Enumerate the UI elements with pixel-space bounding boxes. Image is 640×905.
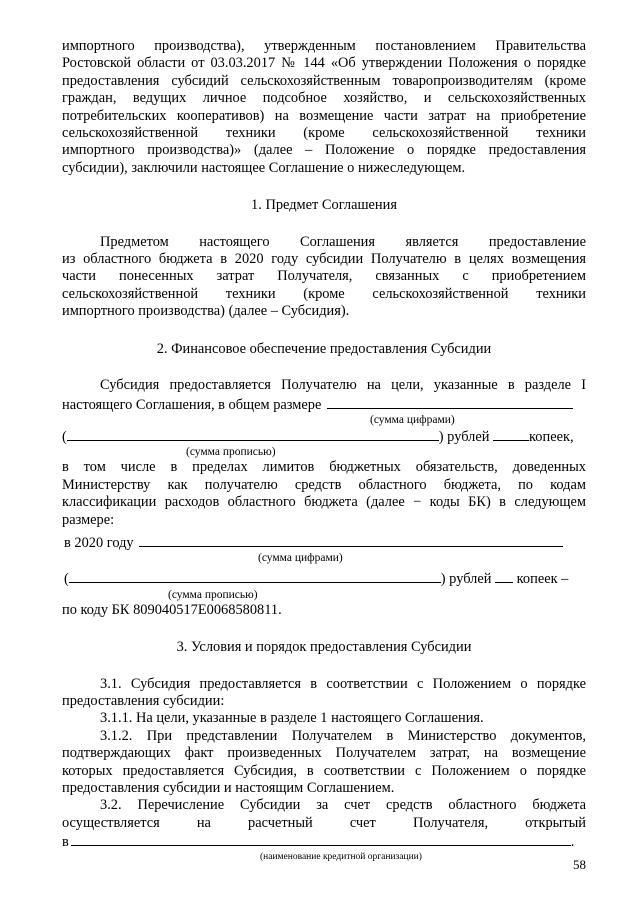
text-line: импортного производства), утвержденным постановлением Правительства — [62, 38, 586, 54]
text-fragment: ) рублей — [438, 428, 490, 445]
page-number: 58 — [573, 857, 586, 872]
text-line: Ростовской области от 03.03.2017 № 144 «Об утверждении Положения о порядке — [62, 55, 586, 72]
text-line: сельскохозяйственной техники (кроме сельскохозяйственной техники — [62, 285, 586, 302]
text-line: которых предоставляется Субсидия, в соответствии с Положением о порядке — [62, 762, 586, 779]
section-3-title: 3. Условия и порядок предоставления Субсидии — [176, 639, 472, 656]
text-line: субсидии), заключили настоящее Соглашение о нижеследующем. — [62, 159, 466, 176]
text-line: размере: — [62, 511, 115, 528]
caption-bank-name: (наименование кредитной организации) — [260, 851, 422, 862]
text-line: подтверждающих факт произведенных Получателем затрат, на возмещение — [62, 745, 586, 762]
section-1-title: 1. Предмет Соглашения — [251, 197, 397, 214]
text-line: 3.2. Перечисление Субсидии за счет средств областного бюджета — [100, 797, 586, 814]
text-line: импортного производства) (далее – Субсидия). — [62, 303, 350, 320]
text-line: 3.1.1. На цели, указанные в разделе 1 настоящего Соглашения. — [100, 710, 484, 727]
text-line: Предметом настоящего Соглашения является предоставление — [100, 233, 586, 250]
section-3-body — [62, 676, 586, 863]
sum-words-line-2 — [62, 569, 586, 588]
text-fragment: в 2020 году — [64, 534, 134, 551]
sum-words-field-1[interactable] — [67, 427, 439, 441]
caption-sum-digits-2: (сумма цифрами) — [258, 552, 343, 565]
document-page — [62, 38, 586, 863]
text-line: потребительских кооперативов) на возмещение части затрат на приобретение — [62, 107, 586, 124]
text-line: предоставления субсидии: — [62, 692, 225, 709]
year-2020-line — [62, 533, 586, 552]
text-line: в том числе в пределах лимитов бюджетных обязательств, доведенных — [62, 459, 586, 476]
text-line: предоставления субсидий сельскохозяйственным товаропроизводителям (кроме — [62, 72, 586, 89]
text-line: Субсидия предоставляется Получателю на цели, указанные в разделе I — [100, 377, 586, 394]
bank-name-line — [62, 832, 586, 851]
text-line: классификации расходов областного бюджета (далее − коды БК) в следующем — [62, 494, 586, 511]
text-line: сельскохозяйственной техники (кроме сельскохозяйственной техники — [62, 125, 586, 142]
text-fragment: . — [570, 834, 575, 851]
bk-code-line: по коду БК 809040517E0068580811. — [62, 601, 282, 618]
text-line: Министерству как получателю средств областного бюджета, по кодам — [62, 476, 586, 493]
paren-open: ( — [64, 571, 69, 588]
text-fragment: настоящего Соглашения, в общем размере — [62, 396, 322, 413]
sum-digits-field-2[interactable] — [139, 533, 563, 547]
kopecks-field-2[interactable] — [495, 569, 513, 583]
paren-open: ( — [62, 428, 67, 445]
caption-sum-digits-1: (сумма цифрами) — [370, 413, 455, 426]
caption-sum-words-2: (сумма прописью) — [168, 588, 258, 601]
intro-paragraph — [62, 38, 586, 177]
text-line: осуществляется на расчетный счет Получателя, открытый — [62, 814, 586, 831]
text-line: граждан, ведущих личное подсобное хозяйство, и сельскохозяйственных — [62, 90, 586, 107]
sum-digits-field-1[interactable] — [327, 395, 573, 409]
text-line: из областного бюджета в 2020 году субсидии Получателю в целях возмещения — [62, 251, 586, 268]
text-line: 3.1. Субсидия предоставляется в соответствии с Положением о порядке — [100, 675, 586, 692]
sum-words-field-2[interactable] — [69, 569, 441, 583]
text-fragment: копеек, — [529, 428, 574, 445]
sum-words-line-1 — [62, 427, 586, 446]
text-line: части понесенных затрат Получателя, связанных с приобретением — [62, 268, 586, 285]
total-amount-line — [62, 395, 586, 414]
text-fragment: копеек – — [516, 571, 569, 588]
text-fragment: ) рублей — [440, 571, 492, 588]
text-line: 3.1.2. При представлении Получателем в Министерство документов, — [100, 727, 586, 744]
section-1-paragraph — [62, 234, 586, 321]
caption-sum-words-1: (сумма прописью) — [186, 446, 276, 459]
bank-name-field[interactable] — [71, 832, 571, 846]
text-line: импортного производства)» (далее – Положение о порядке предоставления — [62, 142, 586, 159]
text-fragment: в — [62, 834, 69, 851]
text-line: предоставления субсидии и настоящим Соглашением. — [62, 780, 395, 796]
kopecks-field-1[interactable] — [493, 427, 529, 441]
section-2-title: 2. Финансовое обеспечение предоставления Субсидии — [156, 340, 492, 357]
section-2-body — [62, 377, 586, 619]
